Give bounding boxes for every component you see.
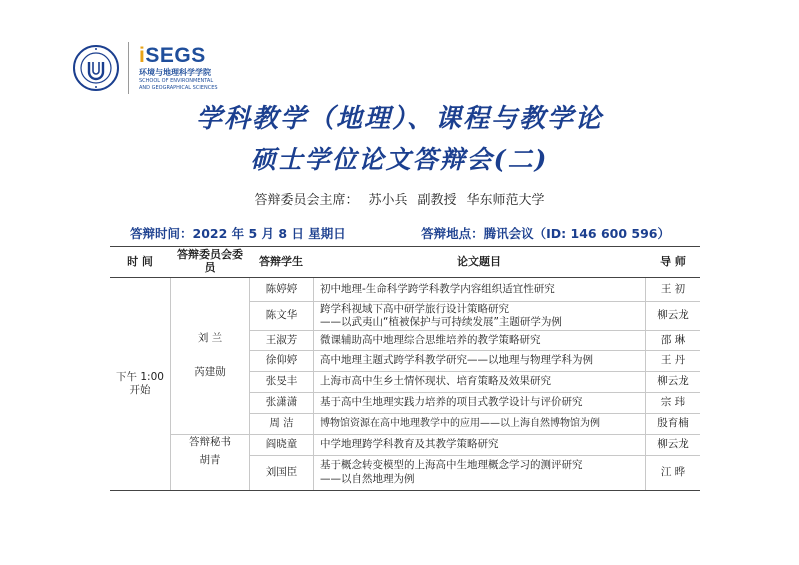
school-name-en-1: SCHOOL OF ENVIRONMENTAL — [139, 78, 214, 84]
advisor-name: 柳云龙 — [657, 438, 689, 451]
logo-divider — [128, 42, 129, 94]
advisor-name: 宗 玮 — [660, 396, 686, 409]
advisor-name: 江 晔 — [660, 465, 686, 478]
committee-member-2: 芮建勋 — [194, 366, 226, 379]
header-committee: 答辩委员会委员 — [177, 248, 243, 274]
advisor-name: 王 初 — [660, 283, 686, 296]
thesis-title: 中学地理跨学科教育及其教学策略研究 — [320, 438, 499, 451]
advisor-name: 殷育楠 — [657, 417, 689, 430]
thesis-title: 初中地理-生命科学跨学科教学内容组织适宜性研究 — [320, 283, 555, 296]
table-bottom-rule — [110, 490, 700, 491]
chair-label: 答辩委员会主席： — [254, 193, 359, 208]
thesis-title: 微课辅助高中地理综合思维培养的教学策略研究 — [320, 333, 541, 346]
student-name: 周 洁 — [269, 417, 294, 430]
thesis-title — [320, 456, 645, 489]
school-name-en-2: AND GEOGRAPHICAL SCIENCES — [139, 85, 218, 91]
thesis-title — [320, 302, 645, 330]
thesis-title-line1: 基于概念转变模型的上海高中生地理概念学习的测评研究 — [320, 459, 583, 472]
defense-meta — [130, 224, 670, 242]
header-advisor: 导 师 — [660, 254, 686, 268]
thesis-title: 上海市高中生乡土情怀现状、培育策略及效果研究 — [320, 375, 551, 388]
secretary-name: 胡青 — [199, 454, 221, 467]
thesis-title: 基于高中生地理实践力培养的项目式教学设计与评价研究 — [320, 396, 583, 409]
thesis-title-line2: ——以自然地理为例 — [320, 472, 415, 485]
committee-chair — [0, 189, 799, 208]
header-time: 时 间 — [127, 254, 153, 268]
thesis-title-line2: ——以武夷山“植被保护与可持续发展”主题研学为例 — [320, 316, 562, 328]
committee-member-1: 刘 兰 — [197, 332, 223, 345]
advisor-name: 柳云龙 — [657, 375, 689, 388]
thesis-title: 高中地理主题式跨学科教学研究——以地理与物理学科为例 — [320, 354, 593, 367]
student-name: 刘国臣 — [265, 465, 298, 478]
student-name: 陈文华 — [265, 309, 298, 322]
advisor-name: 王 丹 — [660, 354, 686, 367]
header-student: 答辩学生 — [259, 254, 303, 268]
advisor-name: 柳云龙 — [657, 309, 689, 322]
student-name: 陈婷婷 — [265, 283, 298, 296]
title-line-2: 硕士学位论文答辩会(二) — [250, 145, 549, 174]
secretary-label: 答辩秘书 — [189, 436, 231, 449]
student-name: 阎晓童 — [265, 438, 298, 451]
table-header-rule — [110, 277, 700, 278]
header-topic: 论文题目 — [457, 254, 501, 268]
student-name: 张旻丰 — [265, 375, 298, 388]
segs-logo — [139, 45, 218, 91]
thesis-title-line1: 跨学科视域下高中研学旅行设计策略研究 — [320, 302, 509, 315]
start-time-suffix: 开始 — [129, 384, 151, 396]
student-name: 张潇潇 — [265, 396, 298, 409]
chair-org: 华东师范大学 — [466, 193, 545, 208]
student-name: 王淑芳 — [265, 333, 298, 346]
thesis-title: 博物馆资源在高中地理教学中的应用——以上海自然博物馆为例 — [320, 417, 600, 429]
school-name-cn: 环境与地理科学学院 — [139, 68, 211, 77]
title-line-1: 学科教学（地理）、课程与教学论 — [195, 104, 603, 134]
chair-rank: 副教授 — [417, 193, 457, 208]
header-logos — [72, 40, 218, 96]
university-seal-logo — [72, 44, 120, 92]
student-name: 徐仰婷 — [265, 354, 298, 367]
grid-vline — [313, 278, 314, 490]
advisor-name: 邵 琳 — [660, 333, 686, 346]
start-time: 下午 1:00 — [116, 370, 164, 383]
segs-wordmark: iSEGS — [139, 44, 206, 67]
chair-name: 苏小兵 — [368, 193, 408, 208]
defense-time: 答辩时间：2022 年 5 月 8 日 星期日 — [130, 226, 346, 241]
defense-place: 答辩地点：腾讯会议（ID: 146 600 596） — [421, 226, 670, 241]
segs-i-mark: i — [139, 44, 146, 67]
time-cell — [110, 278, 170, 490]
